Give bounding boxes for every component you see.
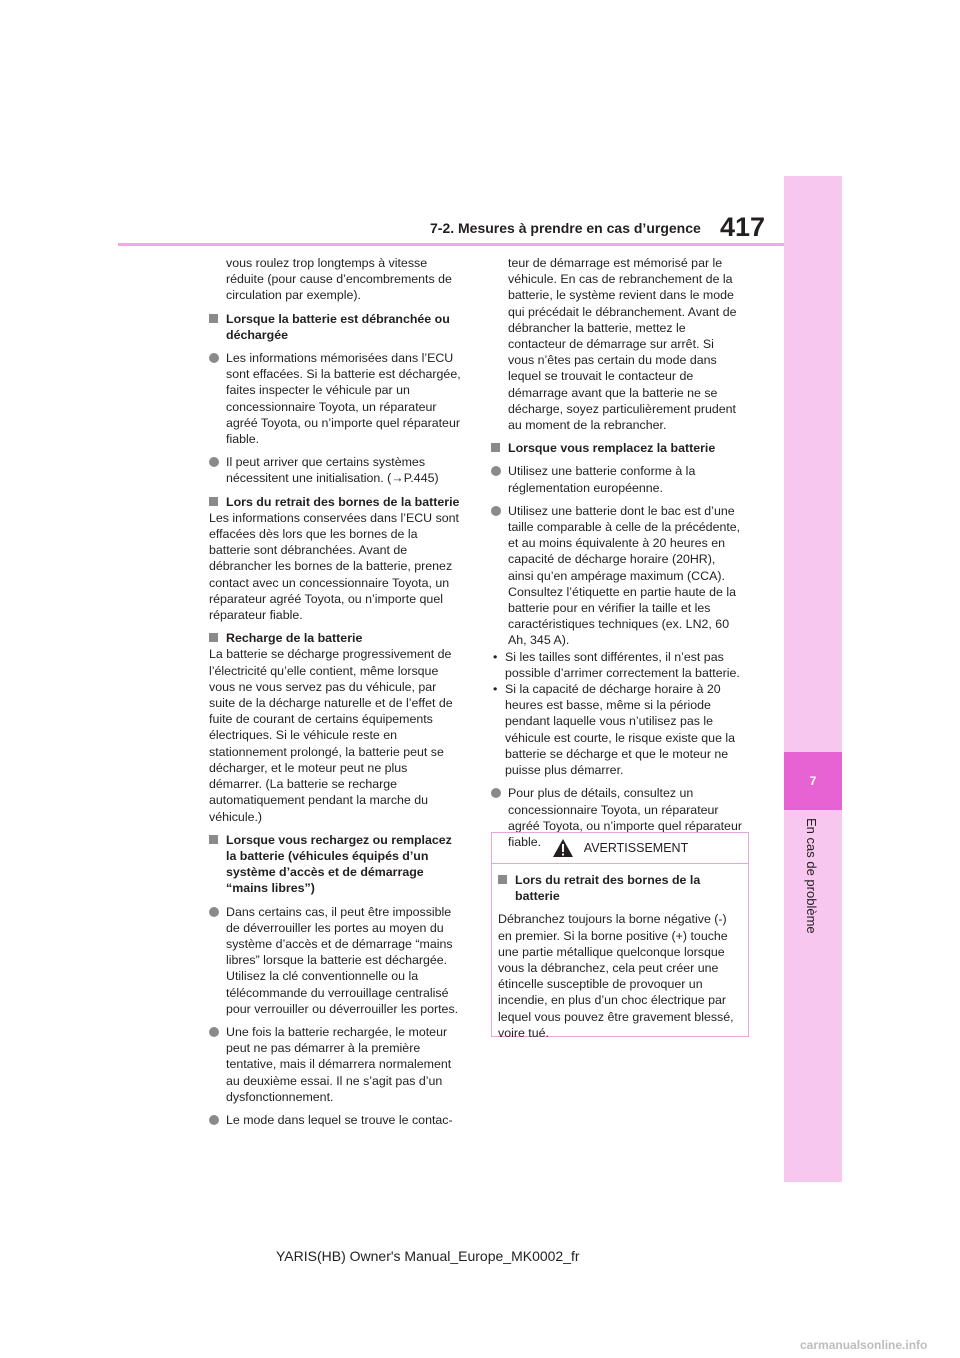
sub-list-item: • Si les tailles sont différentes, il n’est pas possible d’arrimer correctement la batterie. <box>493 649 740 680</box>
watermark: carmanualsonline.info <box>800 1338 928 1352</box>
footer-text: YARIS(HB) Owner's Manual_Europe_MK0002_fr <box>276 1248 580 1264</box>
bullet-point-icon: • <box>493 649 498 664</box>
warning-triangle-icon <box>552 838 574 858</box>
round-bullet-icon <box>209 353 219 363</box>
round-bullet-icon <box>491 788 501 798</box>
square-bullet-icon <box>209 497 218 506</box>
list-item: Utilisez une batterie conforme à la réglementation européenne. <box>491 463 743 495</box>
list-item: Les informations mémorisées dans l’ECU sont effacées. Si la batterie est déchargée, faites inspecter le véhicule par un concessionnaire Toyota, un réparateur agréé Toyota, ou n’importe quel réparateur fiable. <box>209 350 461 447</box>
continuation-text: teur de démarrage est mémorisé par le véhicule. En cas de rebranchement de la batterie, le système revient dans le mode qui précédait le débranchement. Avant de débrancher la batterie, mettez le contacteur de démarrage sur arrêt. Si vous n’êtes pas certain du mode dans lequel se trouvait le contacteur de démarrage avant que la batterie ne se décharge, soyez particulièrement prudent au moment de la rebrancher. <box>508 256 737 433</box>
paragraph: Les informations conservées dans l’ECU sont effacées dès lors que les bornes de la batterie sont débranchées. Avant de débrancher les bornes de la batterie, prenez contact avec un concessionnaire Toyota, un réparateur agréé Toyota, ou n’importe quel réparateur fiable. <box>209 510 459 623</box>
warning-heading: Lors du retrait des bornes de la batterie <box>498 872 740 904</box>
square-bullet-icon <box>209 314 218 323</box>
subsection-heading: Lors du retrait des bornes de la batterie <box>209 494 461 510</box>
chapter-side-tab <box>784 176 842 1182</box>
right-column <box>491 255 743 857</box>
list-item: Une fois la batterie rechargée, le moteur peut ne pas démarrer à la première tentative, mais il démarrera normalement au deuxième essai. Il ne s’agit pas d’un dysfonctionnement. <box>209 1024 461 1105</box>
list-item: Pour plus de détails, consultez un concessionnaire Toyota, un réparateur agréé Toyota, ou n’importe quel réparateur fiable. <box>491 785 743 850</box>
warning-title: AVERTISSEMENT <box>583 841 689 855</box>
header-rule <box>118 243 784 246</box>
square-bullet-icon <box>209 835 218 844</box>
round-bullet-icon <box>209 907 219 917</box>
warning-box <box>491 832 749 1040</box>
subsection-heading: Lorsque vous rechargez ou remplacez la batterie (véhicules équipés d’un système d’accès et de démarrage “mains libres”) <box>209 832 461 897</box>
round-bullet-icon <box>491 506 501 516</box>
left-column <box>209 255 461 1135</box>
list-item: Utilisez une batterie dont le bac est d’une taille comparable à celle de la précédente, et au moins équivalente à 20 heures en capacité de décharge horaire (20HR), ainsi qu’en ampérage maximum (CCA). Consultez l’étiquette en partie haute de la batterie pour en vérifier la taille et les caractéristiques techniques (ex. LN2, 60 Ah, 345 A). <box>491 503 743 649</box>
list-item: Le mode dans lequel se trouve le contac- <box>209 1112 461 1128</box>
square-bullet-icon <box>209 633 218 642</box>
list-item: Il peut arriver que certains systèmes nécessitent une initialisation. (→P.445) <box>209 454 461 486</box>
list-item: Dans certains cas, il peut être impossible de déverrouiller les portes au moyen du système d’accès et de démarrage “mains libres” lorsque la batterie est déchargée. Utilisez la clé conventionnelle ou la télécommande du verrouillage centralisé pour verrouiller ou déverrouiller les portes. <box>209 904 461 1017</box>
square-bullet-icon <box>498 875 507 884</box>
section-title: 7-2. Mesures à prendre en cas d’urgence <box>430 220 701 236</box>
chapter-title: En cas de problème <box>804 818 819 934</box>
round-bullet-icon <box>491 466 501 476</box>
page-number: 417 <box>720 212 766 242</box>
subsection-heading: Lorsque vous remplacez la batterie <box>491 440 743 456</box>
paragraph: La batterie se décharge progressivement de l’électricité qu’elle contient, même lorsque vous ne vous servez pas du véhicule, par suite de la décharge naturelle et de l’effet de fuite de courant de certains équipements électriques. Si le véhicule reste en stationnement prolongé, la batterie peut se décharger, et le moteur peut ne plus démarrer. (La batterie se recharge automatiquement pendant la marche du véhicule.) <box>209 647 453 824</box>
bullet-point-icon: • <box>493 682 498 697</box>
warning-text: Débranchez toujours la borne négative (-) en premier. Si la borne positive (+) touche une partie métallique quelconque lorsque vous la débranchez, cela peut créer une étincelle susceptible de provoquer un incendie, en plus d’un choc électrique par lequel vous pouvez être gravement blessé, voire tué. <box>498 912 734 1040</box>
warning-header <box>492 833 748 864</box>
chapter-number: 7 <box>784 752 842 810</box>
sub-list-item: • Si la capacité de décharge horaire à 20 heures est basse, même si la période pendant laquelle vous n’utilisez pas le véhicule est courte, le risque existe que la batterie se décharge et que le moteur ne puisse plus démarrer. <box>493 682 736 778</box>
square-bullet-icon <box>491 443 500 452</box>
round-bullet-icon <box>209 1027 219 1037</box>
continuation-text: vous roulez trop longtemps à vitesse réduite (pour cause d’encombrements de circulation par exemple). <box>226 256 452 303</box>
round-bullet-icon <box>209 1115 219 1125</box>
subsection-heading: Recharge de la batterie <box>209 630 461 646</box>
round-bullet-icon <box>209 457 219 467</box>
warning-body <box>492 864 748 1041</box>
subsection-heading: Lorsque la batterie est débranchée ou déchargée <box>209 311 461 343</box>
